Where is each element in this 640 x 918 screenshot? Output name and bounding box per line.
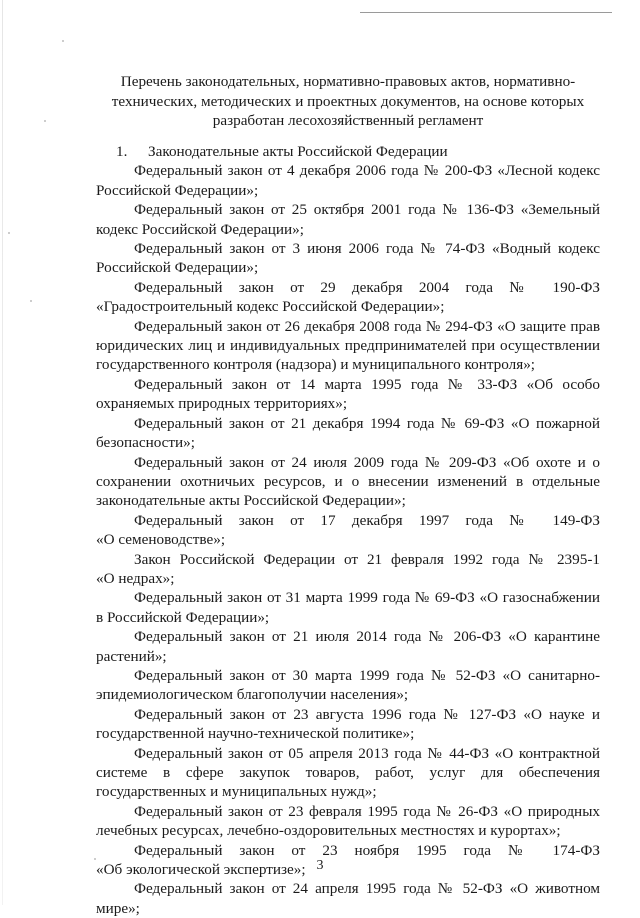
law-entry-line: Федеральный закон от 26 декабря 2008 года № 294-ФЗ «О защите прав — [134, 317, 600, 335]
law-list — [96, 161, 600, 918]
title-line: разработан лесохозяйственный регламент — [212, 112, 484, 129]
law-entry-line: государственного контроля (надзора) и муниципального контроля»; — [96, 356, 536, 374]
law-entry — [96, 550, 600, 589]
law-entry — [96, 200, 600, 239]
law-entry-line: Федеральный закон от 23 ноября 1995 года № 174-ФЗ — [134, 841, 600, 859]
law-entry — [96, 239, 600, 278]
law-entry — [96, 511, 600, 550]
section-heading — [96, 142, 600, 161]
law-entry-line: Федеральный закон от 17 декабря 1997 года № 149-ФЗ — [134, 511, 600, 529]
law-entry — [96, 879, 600, 918]
law-entry-line: Федеральный закон от 14 марта 1995 года № 33-ФЗ «Об особо — [134, 375, 600, 393]
law-entry — [96, 414, 600, 453]
law-entry-line: Российской Федерации»; — [96, 259, 259, 277]
law-entry-line: «О недрах»; — [96, 569, 175, 587]
scan-speck — [62, 40, 64, 42]
law-entry — [96, 802, 600, 841]
law-entry-line: Федеральный закон от 23 февраля 1995 года № 26-ФЗ «О природных — [134, 802, 600, 820]
law-entry-line: Федеральный закон от 23 августа 1996 года № 127-ФЗ «О науке и — [134, 705, 600, 723]
law-entry — [96, 278, 600, 317]
law-entry-line: Федеральный закон от 21 декабря 1994 года № 69-ФЗ «О пожарной — [134, 414, 600, 432]
law-entry-line: «Об экологической экспертизе»; — [96, 861, 306, 879]
law-entry-line: юридических лиц и индивидуальных предпринимателей при осуществлении — [96, 337, 600, 355]
section-number: 1. — [116, 143, 128, 160]
scan-speck — [8, 232, 10, 234]
law-entry — [96, 627, 600, 666]
law-entry-line: сохранении охотничьих ресурсов, и о внесении изменений в отдельные — [96, 472, 600, 490]
law-entry-line: кодекс Российской Федерации»; — [96, 220, 304, 238]
law-entry-line: мире»; — [96, 899, 140, 917]
law-entry-line: Федеральный закон от 3 июня 2006 года № 74-ФЗ «Водный кодекс — [134, 240, 600, 258]
law-entry-line: Российской Федерации»; — [96, 181, 259, 199]
law-entry-line: охраняемых природных территориях»; — [96, 395, 348, 413]
law-entry — [96, 161, 600, 200]
law-entry-line: государственных и муниципальных нужд»; — [96, 783, 377, 801]
law-entry-line: Федеральный закон от 25 октября 2001 года № 136-ФЗ «Земельный — [134, 201, 600, 219]
law-entry — [96, 453, 600, 511]
law-entry-line: «О семеноводстве»; — [96, 531, 226, 549]
law-entry-line: Федеральный закон от 30 марта 1999 года № 52-ФЗ «О санитарно- — [134, 666, 600, 684]
law-entry-line: государственной научно-технической политике»; — [96, 725, 415, 743]
law-entry-line: Закон Российской Федерации от 21 февраля 1992 года № 2395-1 — [134, 550, 600, 568]
scan-top-rule — [360, 12, 612, 13]
title-line: технических, методических и проектных документов, на основе которых — [111, 92, 585, 110]
law-entry-line: в Российской Федерации»; — [96, 608, 270, 626]
law-entry — [96, 705, 600, 744]
law-entry-line: Федеральный закон от 4 декабря 2006 года № 200-ФЗ «Лесной кодекс — [134, 162, 600, 180]
law-entry — [96, 588, 600, 627]
scan-left-edge — [2, 0, 3, 905]
law-entry-line: Федеральный закон от 24 апреля 1995 года № 52-ФЗ «О животном — [134, 880, 600, 898]
scan-speck — [30, 300, 32, 302]
page-number: 3 — [316, 858, 324, 873]
section-title: Законодательные акты Российской Федерации — [148, 143, 448, 160]
title-line: Перечень законодательных, нормативно-правовых актов, нормативно- — [120, 73, 576, 90]
law-entry — [96, 375, 600, 414]
law-entry-line: растений»; — [96, 647, 167, 665]
law-entry — [96, 317, 600, 375]
law-entry-line: эпидемиологическом благополучии населения»; — [96, 686, 409, 704]
law-entry-line: безопасности»; — [96, 434, 195, 452]
law-entry-line: Федеральный закон от 29 декабря 2004 года № 190-ФЗ — [134, 278, 600, 296]
document-body — [96, 142, 600, 918]
law-entry-line: Федеральный закон от 21 июля 2014 года № 206-ФЗ «О карантине — [134, 628, 600, 646]
law-entry-line: Федеральный закон от 31 марта 1999 года № 69-ФЗ «О газоснабжении — [134, 589, 600, 607]
law-entry-line: Федеральный закон от 24 июля 2009 года № 209-ФЗ «Об охоте и о — [134, 453, 600, 471]
law-entry-line: лечебных ресурсах, лечебно-оздоровительных местностях и курортах»; — [96, 822, 561, 840]
law-entry-line: системе в сфере закупок товаров, работ, услуг для обеспечения — [96, 764, 600, 781]
law-entry-line: Федеральный закон от 05 апреля 2013 года № 44-ФЗ «О контрактной — [134, 744, 600, 762]
law-entry — [96, 744, 600, 802]
law-entry — [96, 666, 600, 705]
document-title — [96, 72, 600, 131]
law-entry-line: «Градостроительный кодекс Российской Федерации»; — [96, 298, 445, 316]
scan-speck — [44, 120, 46, 122]
law-entry-line: законодательные акты Российской Федерации»; — [96, 492, 406, 510]
